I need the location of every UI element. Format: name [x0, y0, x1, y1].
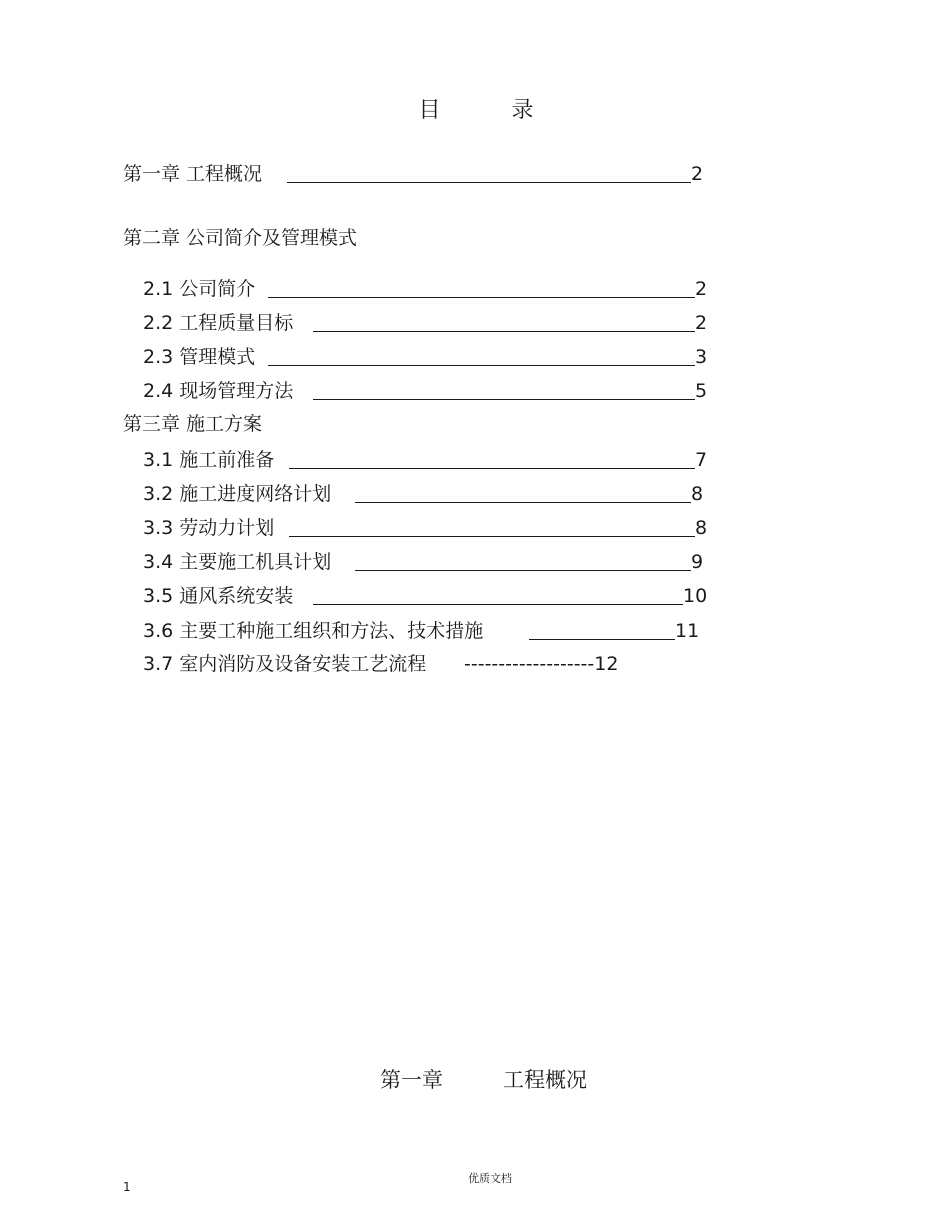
toc-entry-2-4[interactable] — [143, 376, 723, 406]
toc-entry-3-7[interactable] — [143, 649, 723, 679]
toc-entry-title: 主要工种施工组织和方法、技术措施 — [179, 620, 484, 642]
toc-page-number: 11 — [675, 620, 700, 642]
toc-page-number: 5 — [695, 380, 708, 402]
toc-entry-number: 2.1 — [143, 278, 174, 300]
toc-page-number: 2 — [695, 312, 708, 334]
toc-entry-title: 主要施工机具计划 — [179, 551, 332, 573]
toc-entry-chapter-1[interactable] — [123, 159, 723, 189]
toc-entry-3-5[interactable] — [143, 581, 723, 611]
toc-entry-number: 2.2 — [143, 312, 174, 334]
toc-leader-line — [313, 399, 695, 400]
toc-entry-title: 工程质量目标 — [179, 312, 294, 334]
toc-entry-title: 施工进度网络计划 — [179, 483, 332, 505]
footer-watermark: 优质文档 — [468, 1172, 512, 1185]
toc-entry-title: 室内消防及设备安装工艺流程 — [179, 653, 427, 675]
toc-leader-line — [313, 331, 695, 332]
toc-entry-3-1[interactable] — [143, 445, 723, 475]
toc-leader-line — [313, 604, 683, 605]
toc-leader-line — [355, 570, 691, 571]
toc-entry-title: 劳动力计划 — [179, 517, 275, 539]
toc-entry-title: 公司简介 — [179, 278, 256, 300]
toc-entry-number: 2.3 — [143, 346, 174, 368]
toc-entry-3-3[interactable] — [143, 513, 723, 543]
toc-entry-number: 3.2 — [143, 483, 174, 505]
toc-entry-number: 3.1 — [143, 449, 174, 471]
toc-entry-title: 施工前准备 — [179, 449, 275, 471]
toc-page-number: 9 — [691, 551, 704, 573]
toc-entry-3-6[interactable] — [143, 616, 723, 646]
toc-entry-title: 管理模式 — [179, 346, 256, 368]
toc-entry-title: 通风系统安装 — [179, 585, 294, 607]
footer-page-number: 1 — [123, 1180, 131, 1194]
toc-entry-3-2[interactable] — [143, 479, 723, 509]
toc-entry-number: 2.4 — [143, 380, 174, 402]
toc-title: 目 录 — [418, 98, 566, 123]
toc-page-number: 3 — [695, 346, 708, 368]
toc-entry-chapter-3[interactable] — [123, 409, 723, 439]
toc-entry-title: 现场管理方法 — [179, 380, 294, 402]
toc-page-number: 8 — [695, 517, 708, 539]
toc-leader-line — [529, 639, 675, 640]
toc-leader-line — [355, 502, 691, 503]
toc-entry-2-1[interactable] — [143, 274, 723, 304]
toc-entry-number: 3.6 — [143, 620, 174, 642]
toc-page-number: 2 — [691, 163, 704, 185]
toc-entry-number: 3.4 — [143, 551, 174, 573]
toc-entry-3-4[interactable] — [143, 547, 723, 577]
chapter-heading — [380, 1064, 587, 1094]
toc-page-number: 10 — [683, 585, 708, 607]
toc-entry-2-3[interactable] — [143, 342, 723, 372]
toc-page-number: 2 — [695, 278, 708, 300]
toc-entry-number: 3.3 — [143, 517, 174, 539]
toc-entry-title: 第三章 施工方案 — [123, 413, 263, 435]
toc-page-number: 7 — [695, 449, 708, 471]
toc-entry-title: 第二章 公司简介及管理模式 — [123, 227, 358, 249]
toc-leader-line — [289, 536, 695, 537]
chapter-heading-number: 第一章 — [380, 1068, 443, 1092]
chapter-heading-title: 工程概况 — [503, 1068, 587, 1092]
toc-page-number: -------------------12 — [464, 653, 619, 675]
toc-leader-line — [289, 468, 695, 469]
toc-page-number: 8 — [691, 483, 704, 505]
toc-leader-line — [287, 182, 691, 183]
toc-entry-chapter-2[interactable] — [123, 223, 723, 253]
toc-leader-line — [268, 365, 695, 366]
toc-leader-line — [268, 297, 695, 298]
toc-entry-2-2[interactable] — [143, 308, 723, 338]
toc-entry-number: 3.5 — [143, 585, 174, 607]
toc-entry-number: 3.7 — [143, 653, 174, 675]
toc-entry-title: 第一章 工程概况 — [123, 163, 263, 185]
